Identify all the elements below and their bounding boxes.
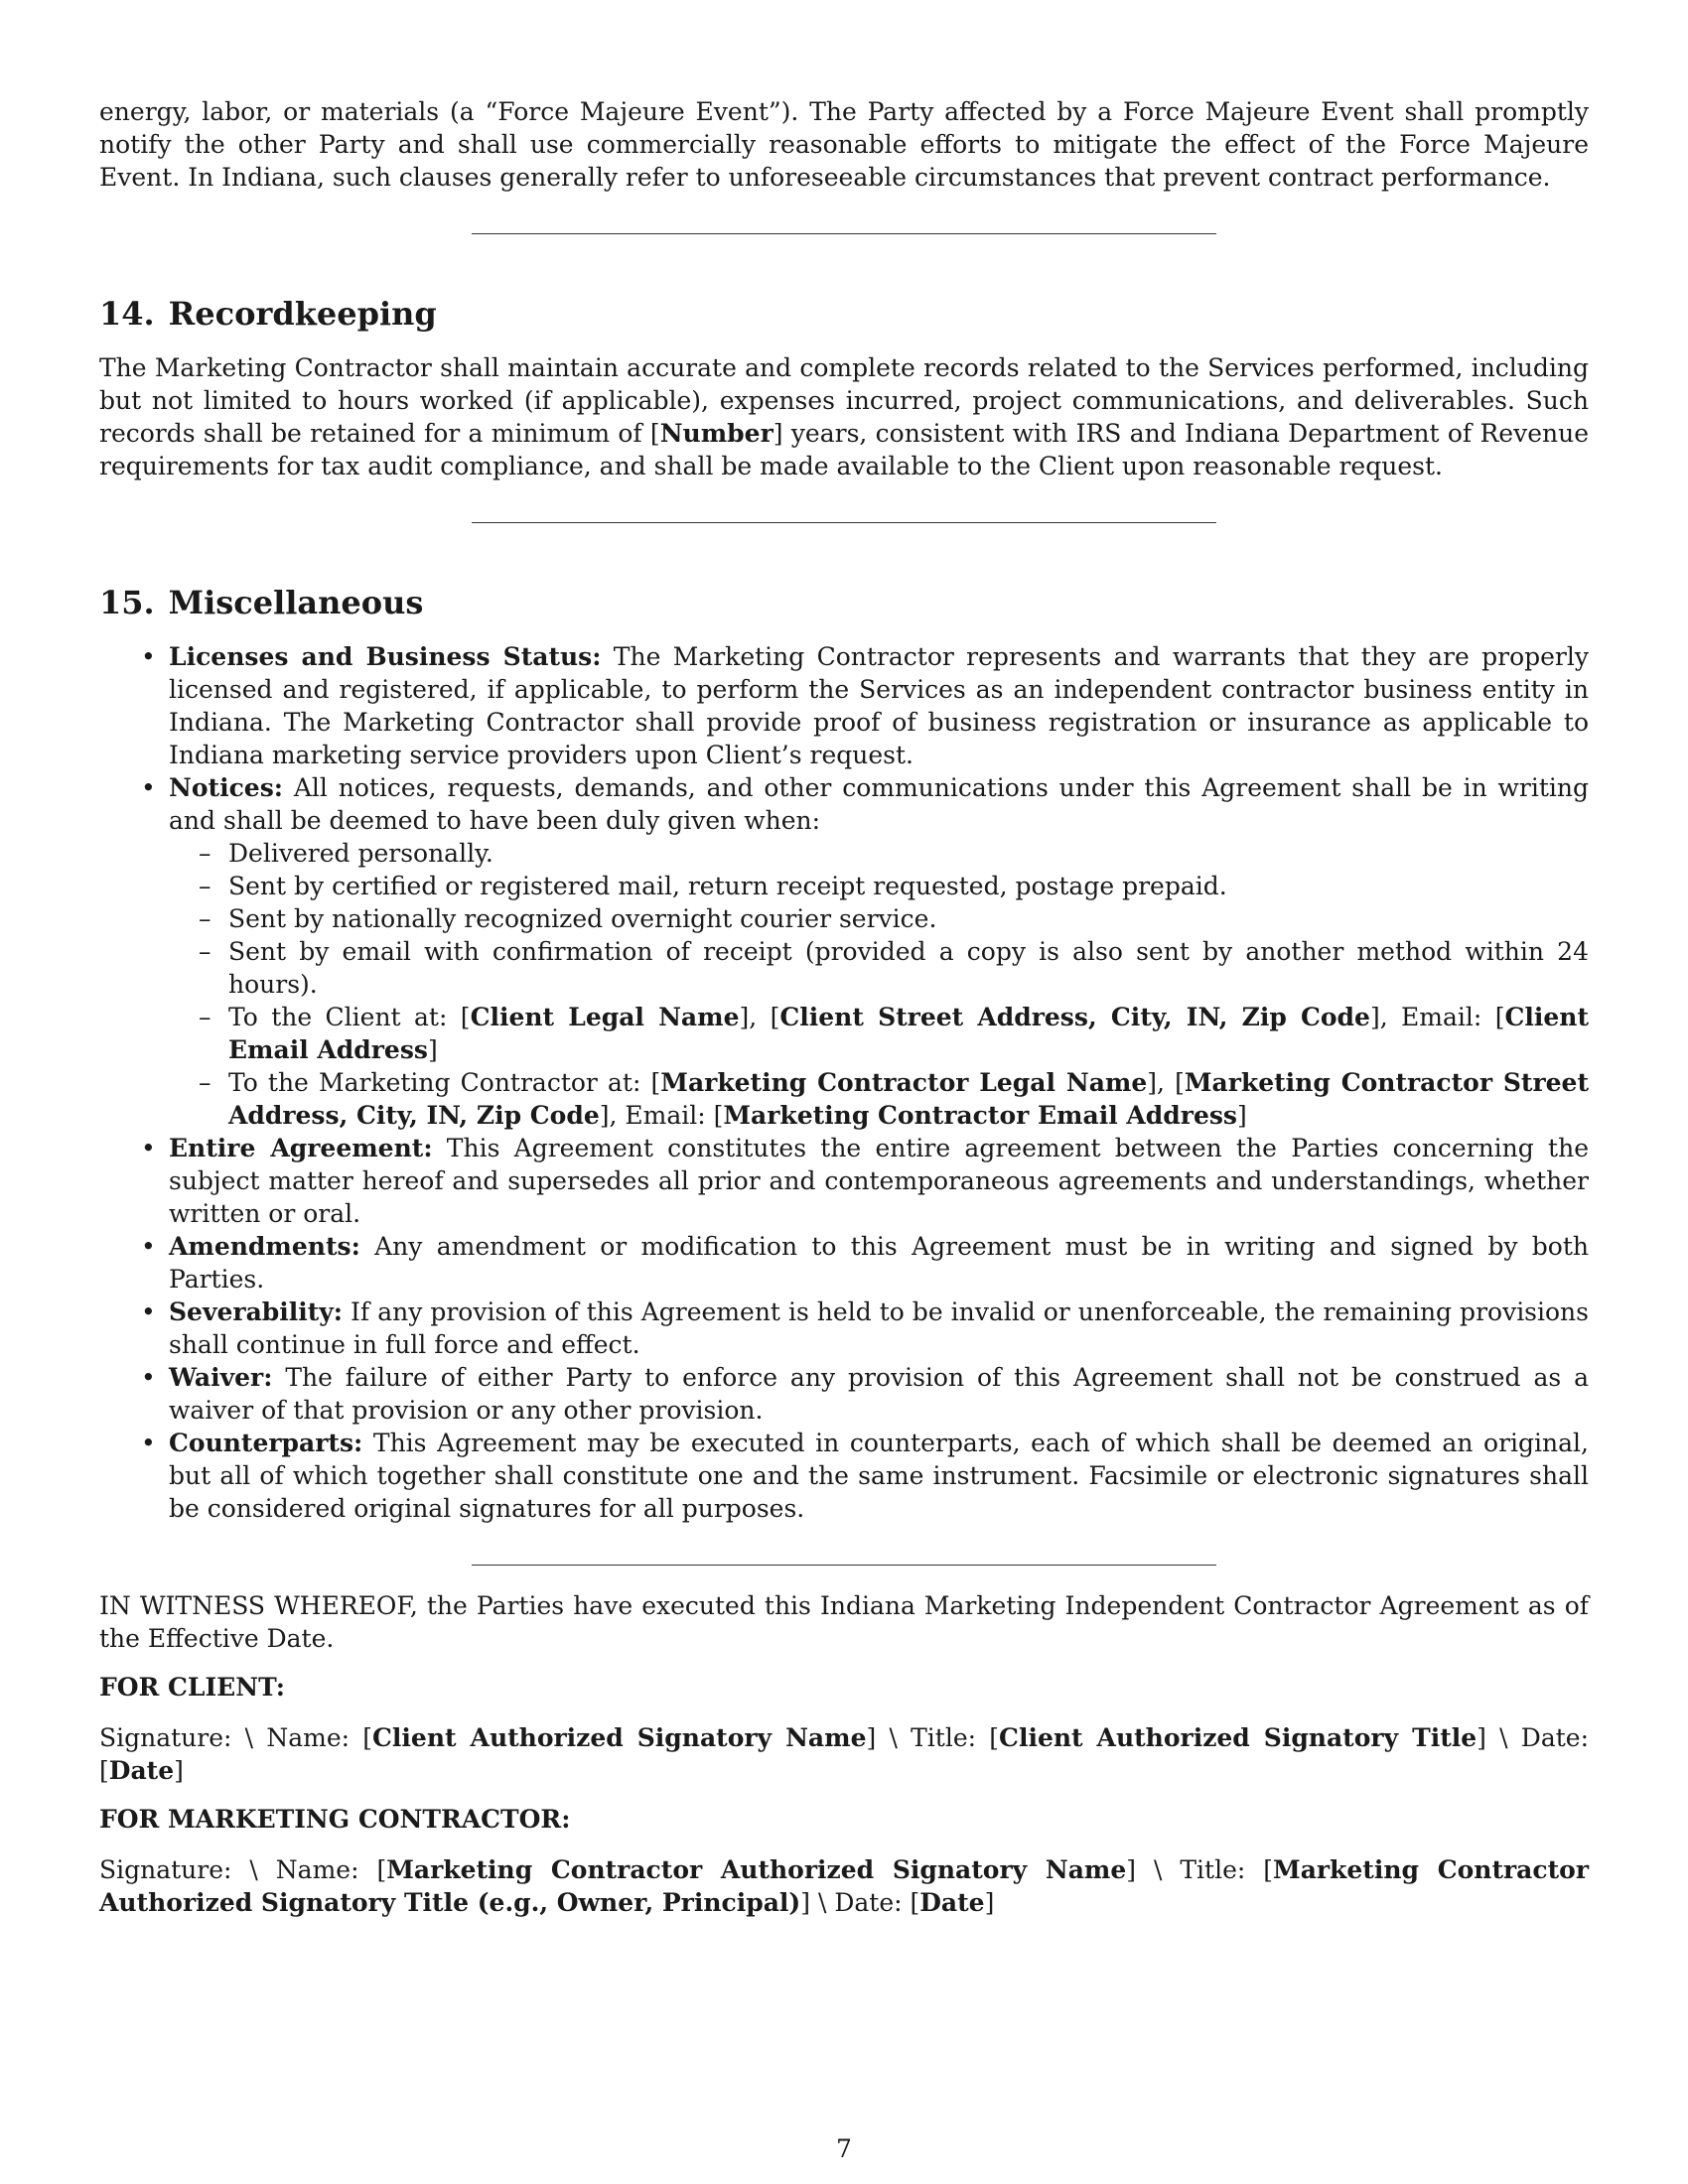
text: ] \ Title: [	[866, 1723, 1000, 1752]
text: ]	[428, 1035, 438, 1064]
item-label: Counterparts:	[169, 1429, 363, 1457]
item-label: Entire Agreement:	[169, 1134, 433, 1162]
text: ]	[174, 1756, 184, 1785]
text: Signature: \ Name: [	[99, 1723, 373, 1752]
contractor-signature-heading: FOR MARKETING CONTRACTOR:	[99, 1805, 571, 1834]
sublist-item: – Sent by certified or registered mail, return receipt requested, postage prepaid.	[228, 870, 1589, 902]
miscellaneous-list	[99, 640, 1589, 1525]
item-label: Notices:	[169, 773, 284, 802]
text: ] \ Date: [	[99, 1723, 1589, 1785]
section-title: Recordkeeping	[168, 295, 437, 333]
list-item-waiver	[169, 1361, 1589, 1427]
item-text: The Marketing Contractor represents and warrants that they are properly licensed and registered, if applicable, to perform the Services as an independent contractor business entity in Indiana. The Marketing Contractor shall provide proof of business registration or insurance as applicable to Indiana marketing service providers upon Client’s request.	[169, 642, 1589, 769]
placeholder: Marketing Contractor Email Address	[723, 1101, 1237, 1130]
text: ] \ Date: [	[800, 1888, 920, 1917]
client-signature-block	[99, 1721, 1589, 1787]
placeholder: Client Street Address, City, IN, Zip Code	[779, 1003, 1370, 1031]
text: ]	[1237, 1101, 1247, 1130]
list-item-amendments	[169, 1230, 1589, 1296]
recordkeeping-text-end: ] years, consistent with IRS and Indiana Department of Revenue requirements for tax audit compliance, and shall be made available to the Client upon reasonable request.	[99, 419, 1590, 480]
placeholder: Marketing Contractor Legal Name	[660, 1068, 1148, 1097]
text: ], [	[1147, 1068, 1185, 1097]
contractor-signature-block	[99, 1853, 1589, 1919]
text: To the Client at: [	[228, 1003, 471, 1031]
text: ], [	[739, 1003, 780, 1031]
section-number: 14.	[99, 295, 155, 333]
item-label: Waiver:	[169, 1363, 273, 1392]
sublist-item: – Sent by nationally recognized overnight courier service.	[228, 902, 1589, 935]
sublist-item-contractor-address	[228, 1066, 1589, 1132]
sublist-item: – Sent by email with confirmation of receipt (provided a copy is also sent by another method within 24 hours).	[228, 935, 1589, 1001]
section-15-heading	[99, 583, 1589, 622]
list-item-licenses	[169, 640, 1589, 771]
item-text: Any amendment or modification to this Agreement must be in writing and signed by both Parties.	[169, 1232, 1589, 1294]
page-number: 7	[836, 2134, 852, 2163]
recordkeeping-text: The Marketing Contractor shall maintain accurate and complete records related to the Services performed, including but not limited to hours worked (if applicable), expenses incurred, project communications, and deliverables. Such records shall be retained for a minimum of [	[99, 353, 1589, 448]
list-item-counterparts	[169, 1427, 1589, 1525]
notices-sublist	[169, 837, 1589, 1132]
list-item-entire-agreement	[169, 1132, 1589, 1230]
text: ], Email: [	[1369, 1003, 1505, 1031]
client-signature-heading: FOR CLIENT:	[99, 1673, 286, 1702]
list-item-severability	[169, 1296, 1589, 1361]
intro-paragraph: energy, labor, or materials (a “Force Majeure Event”). The Party affected by a Force Majeure Event shall promptly notify the other Party and shall use commercially reasonable efforts to mitigate the effect of the Force Majeure Event. In Indiana, such clauses generally refer to unforeseeable circumstances that prevent contract performance.	[99, 97, 1589, 192]
placeholder: Marketing Contractor Street Address, City, IN, Zip Code	[228, 1068, 1590, 1130]
text: To the Marketing Contractor at: [	[228, 1068, 661, 1097]
text: ] \ Title: [	[1126, 1855, 1274, 1884]
text: Signature: \ Name: [	[99, 1855, 387, 1884]
recordkeeping-paragraph	[99, 351, 1589, 482]
sublist-item: – Delivered personally.	[228, 837, 1589, 870]
item-label: Severability:	[169, 1297, 344, 1326]
sublist-item-client-address	[228, 1001, 1589, 1066]
section-14-heading	[99, 294, 1589, 334]
section-title: Miscellaneous	[168, 584, 424, 621]
placeholder: Marketing Contractor Authorized Signatory Name	[386, 1855, 1127, 1884]
list-item-notices	[169, 771, 1589, 1132]
item-text: If any provision of this Agreement is held to be invalid or unenforceable, the remaining provisions shall continue in full force and effect.	[169, 1297, 1589, 1359]
placeholder: Client Email Address	[228, 1003, 1590, 1064]
section-divider	[472, 233, 1216, 234]
item-text: This Agreement constitutes the entire agreement between the Parties concerning the subject matter hereof and supersedes all prior and contemporaneous agreements and understandings, whether written or oral.	[169, 1134, 1589, 1228]
document-page	[99, 95, 1589, 1935]
placeholder: Client Legal Name	[470, 1003, 740, 1031]
placeholder: Marketing Contractor Authorized Signatory Title (e.g., Owner, Principal)	[99, 1855, 1589, 1917]
text: ], Email: [	[599, 1101, 724, 1130]
placeholder: Date	[919, 1888, 985, 1917]
item-text: This Agreement may be executed in counterparts, each of which shall be deemed an original, but all of which together shall constitute one and the same instrument. Facsimile or electronic signatures shall be considered original signatures for all purposes.	[169, 1429, 1589, 1523]
item-text: All notices, requests, demands, and other communications under this Agreement shall be in writing and shall be deemed to have been duly given when:	[169, 773, 1589, 835]
section-divider	[472, 1565, 1216, 1566]
item-text: The failure of either Party to enforce any provision of this Agreement shall not be construed as a waiver of that provision or any other provision.	[169, 1363, 1589, 1425]
witness-paragraph: IN WITNESS WHEREOF, the Parties have executed this Indiana Marketing Independent Contractor Agreement as of the Effective Date.	[99, 1591, 1589, 1653]
section-number: 15.	[99, 584, 155, 621]
item-label: Amendments:	[169, 1232, 360, 1261]
placeholder: Client Authorized Signatory Name	[372, 1723, 867, 1752]
placeholder: Client Authorized Signatory Title	[999, 1723, 1477, 1752]
text: ]	[984, 1888, 995, 1917]
number-placeholder: Number	[659, 419, 774, 448]
item-label: Licenses and Business Status:	[169, 642, 602, 671]
section-divider	[472, 522, 1216, 523]
placeholder: Date	[108, 1756, 175, 1785]
